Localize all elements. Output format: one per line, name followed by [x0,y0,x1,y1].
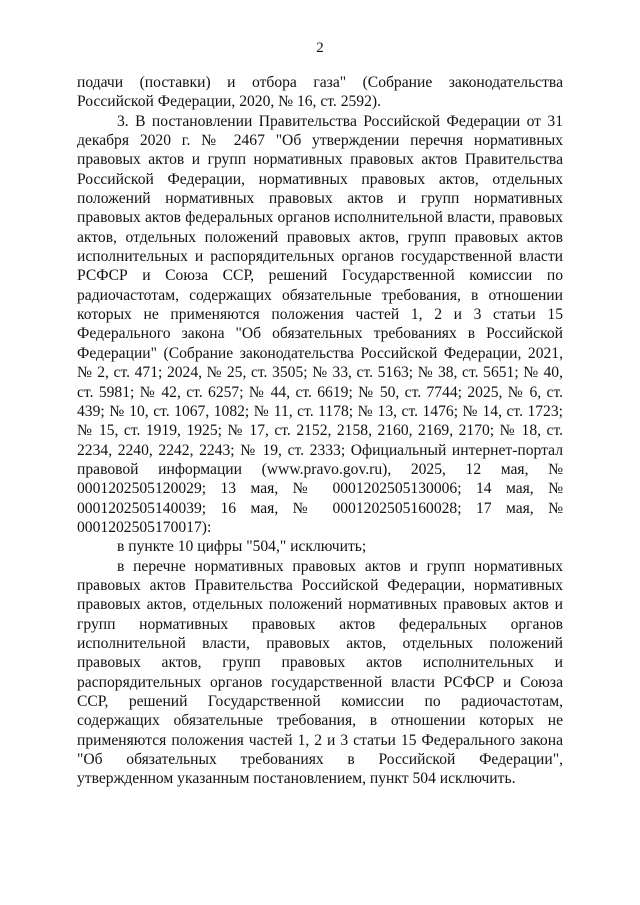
paragraph-gas-supply-tail: подачи (поставки) и отбора газа" (Собрание законодательства Российской Федерации, 2020, № 16, ст. 2592). [77,74,563,111]
paragraph-list-point-504: в перечне нормативных правовых актов и групп нормативных правовых актов Правительства Российской Федерации, нормативных правовых актов, отдельных положений нормативных правовых актов и групп нормативных правовых актов федеральных органов исполнительной власти, правовых актов, отдельных положений правовых актов, групп правовых актов исполнительных и распорядительных органов государственной власти РСФСР и Союза ССР, решений Государственной комиссии по радиочастотам, содержащих обязательные требования, в отношении которых не применяются положения частей 1, 2 и 3 статьи 15 Федерального закона "Об обязательных требованиях в Российской Федерации", утвержденном указанным постановлением, пункт 504 исключить. [77,557,563,788]
paragraph-point-10: в пункте 10 цифры "504," исключить; [117,538,367,556]
document-body [77,73,563,789]
paragraph-item-3: 3. В постановлении Правительства Российской Федерации от 31 декабря 2020 г. № 2467 "Об утверждении перечня нормативных правовых актов и групп нормативных правовых актов Правительства Российской Федерации, нормативных правовых актов, отдельных положений нормативных правовых актов и групп нормативных правовых актов федеральных органов исполнительной власти, правовых актов, отдельных положений правовых актов, групп правовых актов исполнительных и распорядительных органов государственной власти РСФСР и Союза ССР, решений Государственной комиссии по радиочастотам, содержащих обязательные требования, в отношении которых не применяются положения частей 1, 2 и 3 статьи 15 Федерального закона "Об обязательных требованиях в Российской Федерации" (Собрание законодательства Российской Федерации, 2021, № 2, ст. 471; 2024, № 25, ст. 3505; № 33, ст. 5163; № 38, ст. 5651; № 40, ст. 5981; № 42, ст. 6257; № 44, ст. 6619; № 50, ст. 7744; 2025, № 6, ст. 439; № 10, ст. 1067, 1082; № 11, ст. 1178; № 13, ст. 1476; № 14, ст. 1723; № 15, ст. 1919, 1925; № 17, ст. 2152, 2158, 2160, 2169, 2170; № 18, ст. 2234, 2240, 2242, 2243; № 19, ст. 2333; Официальный интернет-портал правовой информации (www.pravo.gov.ru), 2025, 12 мая, № 0001202505120029; 13 мая, № 0001202505130006; 14 мая, № 0001202505140039; 16 мая, № 0001202505160028; 17 мая, № 0001202505170017): [77,112,563,536]
page-number: 2 [316,40,324,56]
